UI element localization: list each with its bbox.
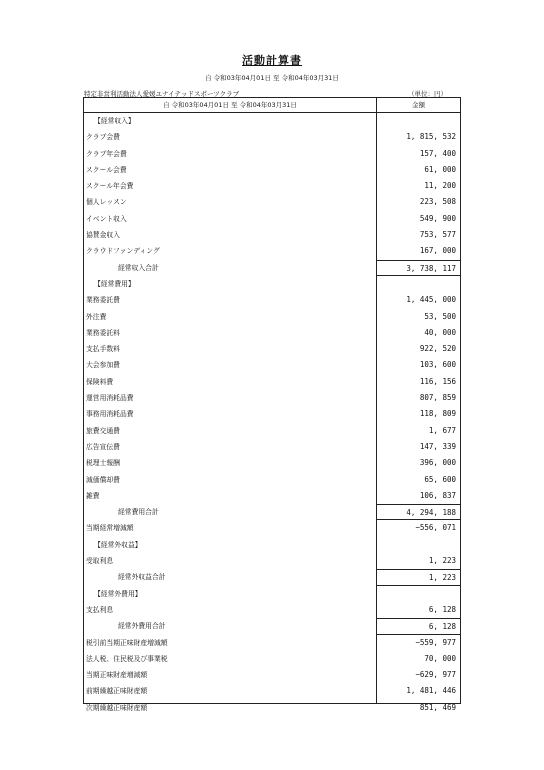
period-line: 自 令和03年04月01日 至 令和04年03月31日 <box>205 74 339 82</box>
row-amount: −629, 977 <box>415 670 456 680</box>
table-row <box>84 455 460 471</box>
table-row <box>84 260 460 276</box>
row-label: 税理士報酬 <box>86 459 120 468</box>
row-label: 税引前当期正味財産増減額 <box>86 638 168 647</box>
table-row <box>84 341 460 357</box>
unit-label: （単位：円） <box>408 90 447 98</box>
row-label: スクール年会費 <box>86 182 134 191</box>
table-row <box>84 211 460 227</box>
row-amount: 549, 900 <box>419 213 456 223</box>
row-label: 当期経常増減額 <box>86 524 134 533</box>
row-amount <box>376 537 460 553</box>
row-label: 支払手数料 <box>86 345 120 354</box>
row-amount: 147, 339 <box>419 441 456 451</box>
row-label: 事務用消耗品費 <box>86 410 134 419</box>
row-label: 経常外費用合計 <box>118 622 166 631</box>
table-row <box>84 537 460 553</box>
item-column-header: 自 令和03年04月01日 至 令和04年03月31日 <box>84 98 377 112</box>
table-row <box>84 504 460 520</box>
row-amount: 40, 000 <box>424 327 456 337</box>
row-amount: 1, 815, 532 <box>406 132 456 142</box>
table-row <box>84 683 460 699</box>
row-amount: 6, 128 <box>376 618 460 634</box>
row-label: 経常費用合計 <box>118 508 159 517</box>
row-amount: 53, 500 <box>424 311 456 321</box>
table-body <box>84 113 460 716</box>
row-amount: 61, 000 <box>424 164 456 174</box>
row-label: クラブ会費 <box>86 133 120 142</box>
row-label: 前期繰越正味財産額 <box>86 687 148 696</box>
amount-column-header: 金額 <box>412 101 425 109</box>
row-label: イベント収入 <box>86 214 127 223</box>
table-row <box>84 146 460 162</box>
table-row <box>84 635 460 651</box>
table-row <box>84 113 460 129</box>
row-label: 支払利息 <box>86 605 114 614</box>
table-row <box>84 488 460 504</box>
row-label: 外注費 <box>86 312 107 321</box>
table-row <box>84 178 460 194</box>
table-header <box>84 98 460 113</box>
row-label: 協賛金収入 <box>86 231 120 240</box>
row-amount: 851, 469 <box>419 702 456 712</box>
row-amount: 70, 000 <box>424 653 456 663</box>
row-amount: 118, 809 <box>419 409 456 419</box>
table-row <box>84 472 460 488</box>
row-label: 旅費交通費 <box>86 426 120 435</box>
table-row <box>84 129 460 145</box>
row-label: 当期正味財産増減額 <box>86 671 148 680</box>
statement-table <box>83 97 461 712</box>
row-label: 経常収入合計 <box>118 263 159 272</box>
row-label: 減価償却費 <box>86 475 120 484</box>
row-amount: 65, 600 <box>424 474 456 484</box>
table-row <box>84 569 460 585</box>
row-amount: 223, 508 <box>419 197 456 207</box>
row-amount <box>376 113 460 129</box>
row-amount: 1, 481, 446 <box>406 686 456 696</box>
row-amount: −556, 071 <box>415 523 456 533</box>
row-label: 法人税、住民税及び事業税 <box>86 654 168 663</box>
row-amount <box>376 276 460 292</box>
table-row <box>84 276 460 292</box>
table-row <box>84 553 460 569</box>
row-label: 業務委託費 <box>86 296 120 305</box>
table-row <box>84 651 460 667</box>
row-label: 個人レッスン <box>86 198 127 207</box>
row-label: 【経常収入】 <box>94 117 135 125</box>
row-label: 大会参加費 <box>86 361 120 370</box>
row-label: クラブ年会費 <box>86 149 127 158</box>
table-row <box>84 423 460 439</box>
row-amount: 116, 156 <box>419 376 456 386</box>
table-row <box>84 586 460 602</box>
row-amount: 1, 445, 000 <box>406 295 456 305</box>
row-amount: 753, 577 <box>419 230 456 240</box>
row-amount: 396, 000 <box>419 458 456 468</box>
row-amount: 103, 600 <box>419 360 456 370</box>
row-amount: 11, 200 <box>424 181 456 191</box>
table-row <box>84 602 460 618</box>
row-label: 運営用消耗品費 <box>86 394 134 403</box>
table-row <box>84 667 460 683</box>
row-label: 次期繰越正味財産額 <box>86 703 148 712</box>
row-amount: 4, 294, 188 <box>376 504 460 520</box>
table-row <box>84 325 460 341</box>
table-row <box>84 194 460 210</box>
table-row <box>84 162 460 178</box>
table-row <box>84 227 460 243</box>
row-label: スクール会費 <box>86 165 127 174</box>
table-row <box>84 292 460 308</box>
row-label: 業務委託料 <box>86 328 120 337</box>
table-row <box>84 374 460 390</box>
table-row <box>84 243 460 259</box>
row-amount: 1, 677 <box>428 425 456 435</box>
row-amount: −559, 977 <box>415 637 456 647</box>
row-amount: 807, 859 <box>419 393 456 403</box>
row-amount: 157, 400 <box>419 148 456 158</box>
row-label: 【経常費用】 <box>94 279 135 288</box>
row-amount: 1, 223 <box>376 569 460 585</box>
table-row <box>84 520 460 536</box>
row-amount: 106, 837 <box>419 490 456 500</box>
row-label: 【経常外費用】 <box>94 589 142 598</box>
row-label: 保険料費 <box>86 377 114 386</box>
row-label: 雑費 <box>86 491 100 500</box>
row-label: 受取利息 <box>86 557 114 566</box>
row-amount: 1, 223 <box>428 556 456 566</box>
table-row <box>84 618 460 634</box>
table-row <box>84 309 460 325</box>
row-amount: 6, 128 <box>428 604 456 614</box>
table-row <box>84 357 460 373</box>
row-label: 経常外収益合計 <box>118 573 166 582</box>
table-row <box>84 406 460 422</box>
row-amount: 167, 000 <box>419 246 456 256</box>
row-label: クラウドファンディング <box>86 247 160 256</box>
row-amount: 3, 738, 117 <box>376 260 460 276</box>
row-amount <box>376 586 460 602</box>
table-row <box>84 700 460 716</box>
organization-name: 特定非営利活動法人愛媛ユナイテッドスポーツクラブ <box>84 90 240 98</box>
table-row <box>84 439 460 455</box>
table-row <box>84 390 460 406</box>
document-title: 活動計算書 <box>242 54 302 67</box>
row-label: 広告宣伝費 <box>86 442 120 451</box>
row-label: 【経常外収益】 <box>94 540 142 549</box>
row-amount: 922, 520 <box>419 344 456 354</box>
